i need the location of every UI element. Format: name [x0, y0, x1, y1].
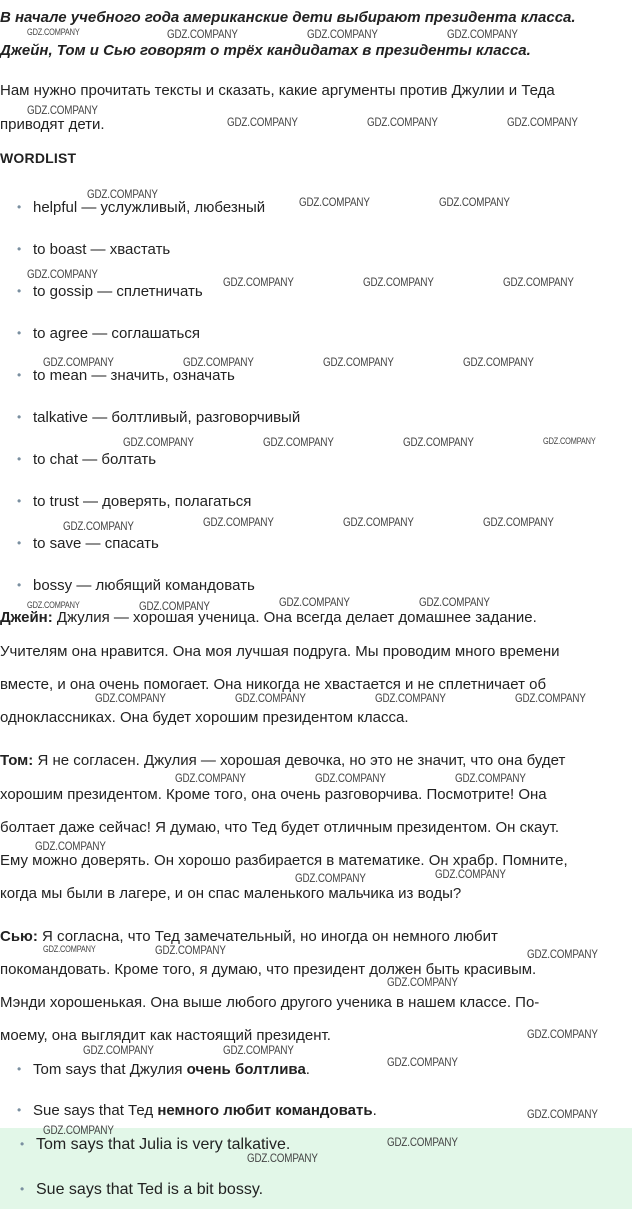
speaker-tom: Том:	[0, 752, 34, 769]
wordlist-item: • to chat — болтать	[33, 451, 156, 468]
wordlist-item: • to gossip — сплетничать	[33, 283, 203, 300]
sue-line-3: Мэнди хорошенькая. Она выше любого другого ученика в нашем классе. По-	[0, 994, 540, 1011]
watermark: GDZ.COMPANY	[507, 115, 578, 129]
watermark: GDZ.COMPANY	[483, 515, 554, 529]
wordlist-item: • to agree — соглашаться	[33, 325, 200, 342]
summary-item: • Tom says that Джулия очень болтлива.	[33, 1061, 310, 1078]
tom-line-2: хорошим президентом. Кроме того, она очень разговорчива. Посмотрите! Она	[0, 786, 547, 803]
jane-line-4: одноклассниках. Она будет хорошим президентом класса.	[0, 709, 409, 726]
sue-line-1	[0, 928, 498, 945]
watermark: GDZ.COMPANY	[235, 691, 306, 705]
watermark: GDZ.COMPANY	[295, 871, 366, 885]
watermark: GDZ.COMPANY	[463, 355, 534, 369]
tom-line-4: Ему можно доверять. Он хорошо разбирается в математике. Он храбр. Помните,	[0, 852, 568, 869]
watermark: GDZ.COMPANY	[95, 691, 166, 705]
watermark: GDZ.COMPANY	[435, 867, 506, 881]
jane-line-3: вместе, и она очень помогает. Она никогда не хвастается и не сплетничает об	[0, 676, 547, 693]
watermark: GDZ.COMPANY	[175, 771, 246, 785]
watermark: GDZ.COMPANY	[299, 195, 370, 209]
intro-line-1: В начале учебного года американские дети выбирают президента класса.	[0, 9, 576, 26]
watermark: GDZ.COMPANY	[343, 515, 414, 529]
watermark: GDZ.COMPANY	[387, 1055, 458, 1069]
jane-line-1	[0, 609, 537, 626]
wordlist-title: WORDLIST	[0, 150, 77, 166]
watermark: GDZ.COMPANY	[363, 275, 434, 289]
watermark: GDZ.COMPANY	[155, 943, 226, 957]
watermark: GDZ.COMPANY	[527, 1107, 598, 1121]
answer-item: • Sue says that Ted is a bit bossy.	[36, 1181, 263, 1199]
tom-line-3: болтает даже сейчас! Я думаю, что Тед будет отличным президентом. Он скаут.	[0, 819, 560, 836]
watermark: GDZ.COMPANY	[223, 1043, 294, 1057]
watermark: GDZ.COMPANY	[183, 355, 254, 369]
watermark: GDZ.COMPANY	[27, 267, 98, 281]
wordlist-item: • to save — спасать	[33, 535, 159, 552]
watermark: GDZ.COMPANY	[27, 103, 98, 117]
watermark: GDZ.COMPANY	[419, 595, 490, 609]
watermark: GDZ.COMPANY	[43, 355, 114, 369]
tom-line-1	[0, 752, 565, 769]
watermark: GDZ.COMPANY	[315, 771, 386, 785]
watermark: GDZ.COMPANY	[123, 435, 194, 449]
watermark: GDZ.COMPANY	[375, 691, 446, 705]
watermark: GDZ.COMPANY	[87, 187, 158, 201]
watermark: GDZ.COMPANY	[515, 691, 586, 705]
sue-line-2: покомандовать. Кроме того, я думаю, что президент должен быть красивым.	[0, 961, 537, 978]
watermark: GDZ.COMPANY	[279, 595, 350, 609]
wordlist-item: • talkative — болтливый, разговорчивый	[33, 409, 300, 426]
watermark: GDZ.COMPANY	[35, 839, 106, 853]
watermark: GDZ.COMPANY	[27, 27, 80, 37]
watermark: GDZ.COMPANY	[447, 27, 518, 41]
watermark: GDZ.COMPANY	[139, 599, 210, 613]
watermark: GDZ.COMPANY	[543, 436, 596, 446]
watermark: GDZ.COMPANY	[203, 515, 274, 529]
watermark: GDZ.COMPANY	[527, 947, 598, 961]
watermark: GDZ.COMPANY	[387, 975, 458, 989]
jane-line-2: Учителям она нравится. Она моя лучшая подруга. Мы проводим много времени	[0, 643, 560, 660]
answer-item: • Tom says that Julia is very talkative.	[36, 1136, 290, 1154]
wordlist-item: • to mean — значить, означать	[33, 367, 235, 384]
summary-item: • Sue says that Тед немного любит командовать.	[33, 1102, 377, 1119]
sue-text: Я согласна, что Тед замечательный, но иногда он немного любит	[37, 928, 498, 945]
task-line-1: Нам нужно прочитать тексты и сказать, какие аргументы против Джулии и Теда	[0, 82, 555, 99]
watermark: GDZ.COMPANY	[227, 115, 298, 129]
watermark: GDZ.COMPANY	[323, 355, 394, 369]
watermark: GDZ.COMPANY	[43, 1123, 114, 1137]
watermark: GDZ.COMPANY	[527, 1027, 598, 1041]
watermark: GDZ.COMPANY	[367, 115, 438, 129]
watermark: GDZ.COMPANY	[43, 944, 96, 954]
watermark: GDZ.COMPANY	[223, 275, 294, 289]
wordlist-item: • bossy — любящий командовать	[33, 577, 255, 594]
speaker-sue: Сью:	[0, 928, 38, 945]
jane-text: Джулия — хорошая ученица. Она всегда делает домашнее задание.	[52, 609, 537, 626]
watermark: GDZ.COMPANY	[455, 771, 526, 785]
watermark: GDZ.COMPANY	[27, 600, 80, 610]
task-line-2: приводят дети.	[0, 116, 105, 133]
watermark: GDZ.COMPANY	[307, 27, 378, 41]
watermark: GDZ.COMPANY	[387, 1135, 458, 1149]
watermark: GDZ.COMPANY	[503, 275, 574, 289]
intro-line-2: Джейн, Том и Сью говорят о трёх кандидатах в президенты класса.	[0, 42, 531, 59]
watermark: GDZ.COMPANY	[83, 1043, 154, 1057]
speaker-jane: Джейн:	[0, 609, 53, 626]
watermark: GDZ.COMPANY	[63, 519, 134, 533]
wordlist-item: • helpful — услужливый, любезный	[33, 199, 265, 216]
sue-line-4: моему, она выглядит как настоящий президент.	[0, 1027, 331, 1044]
watermark: GDZ.COMPANY	[247, 1151, 318, 1165]
watermark: GDZ.COMPANY	[263, 435, 334, 449]
tom-text: Я не согласен. Джулия — хорошая девочка, но это не значит, что она будет	[33, 752, 566, 769]
watermark: GDZ.COMPANY	[403, 435, 474, 449]
watermark: GDZ.COMPANY	[167, 27, 238, 41]
wordlist-item: • to boast — хвастать	[33, 241, 170, 258]
tom-line-5: когда мы были в лагере, и он спас маленького мальчика из воды?	[0, 885, 462, 902]
wordlist-item: • to trust — доверять, полагаться	[33, 493, 251, 510]
watermark: GDZ.COMPANY	[439, 195, 510, 209]
